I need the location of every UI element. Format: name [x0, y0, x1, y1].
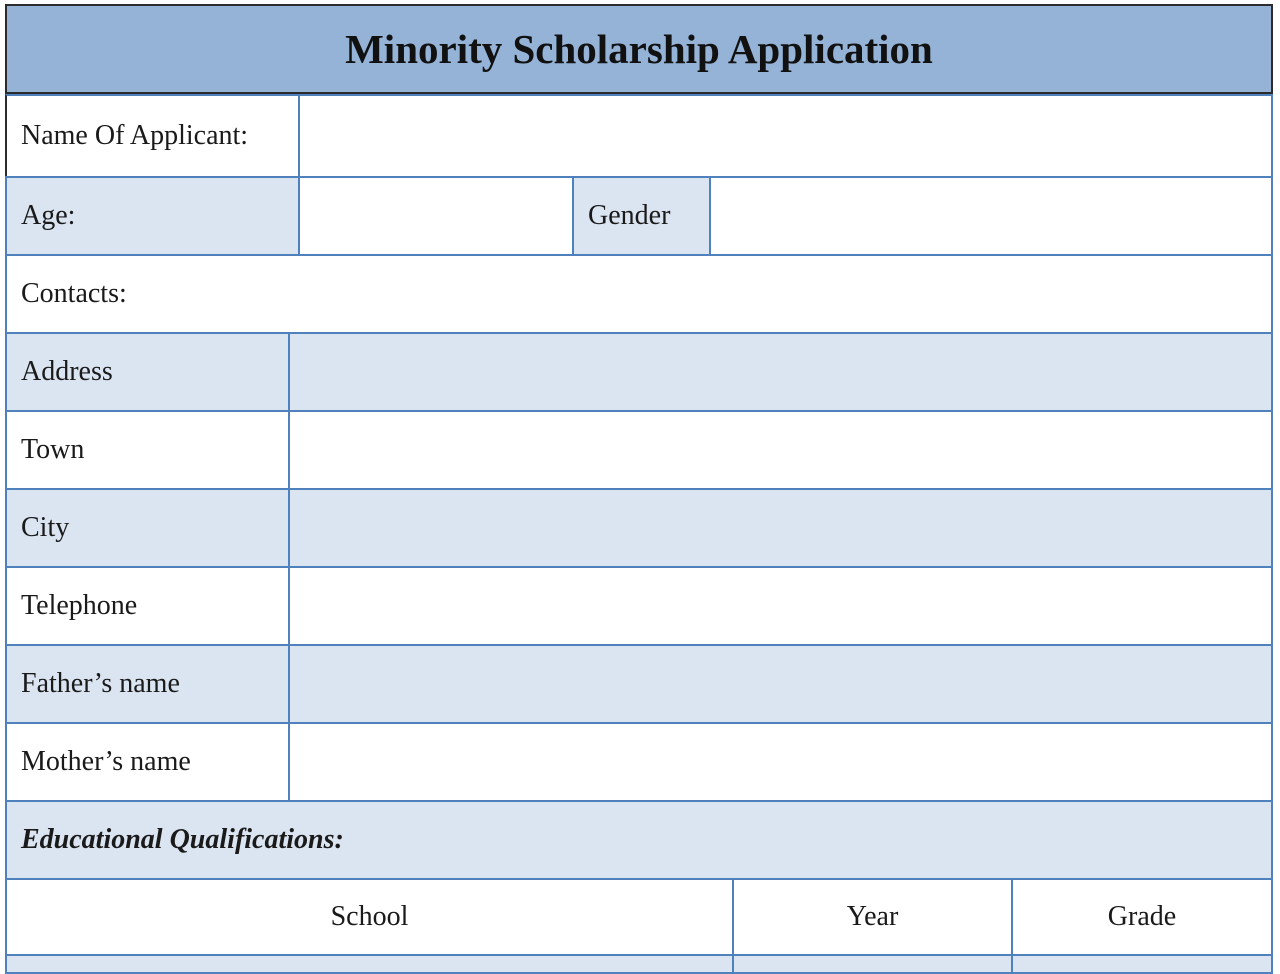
address-input[interactable]	[288, 332, 1273, 412]
scholarship-form	[5, 4, 1273, 964]
name-input[interactable]	[298, 94, 1273, 178]
town-label: Town	[5, 410, 290, 490]
education-row-year[interactable]	[732, 954, 1013, 974]
education-header-year: Year	[732, 878, 1013, 956]
telephone-label: Telephone	[5, 566, 290, 646]
address-label: Address	[5, 332, 290, 412]
city-input[interactable]	[288, 488, 1273, 568]
education-heading: Educational Qualifications:	[5, 800, 1273, 880]
education-row-school[interactable]	[5, 954, 734, 974]
mother-name-label: Mother’s name	[5, 722, 290, 802]
town-input[interactable]	[288, 410, 1273, 490]
name-label: Name Of Applicant:	[5, 94, 300, 178]
age-label: Age:	[5, 176, 300, 256]
telephone-input[interactable]	[288, 566, 1273, 646]
father-name-input[interactable]	[288, 644, 1273, 724]
gender-input[interactable]	[709, 176, 1273, 256]
city-label: City	[5, 488, 290, 568]
contacts-heading: Contacts:	[5, 254, 1273, 334]
form-title: Minority Scholarship Application	[5, 4, 1273, 94]
father-name-label: Father’s name	[5, 644, 290, 724]
mother-name-input[interactable]	[288, 722, 1273, 802]
education-row-grade[interactable]	[1011, 954, 1273, 974]
education-header-grade: Grade	[1011, 878, 1273, 956]
gender-label: Gender	[572, 176, 711, 256]
age-input[interactable]	[298, 176, 574, 256]
education-header-school: School	[5, 878, 734, 956]
